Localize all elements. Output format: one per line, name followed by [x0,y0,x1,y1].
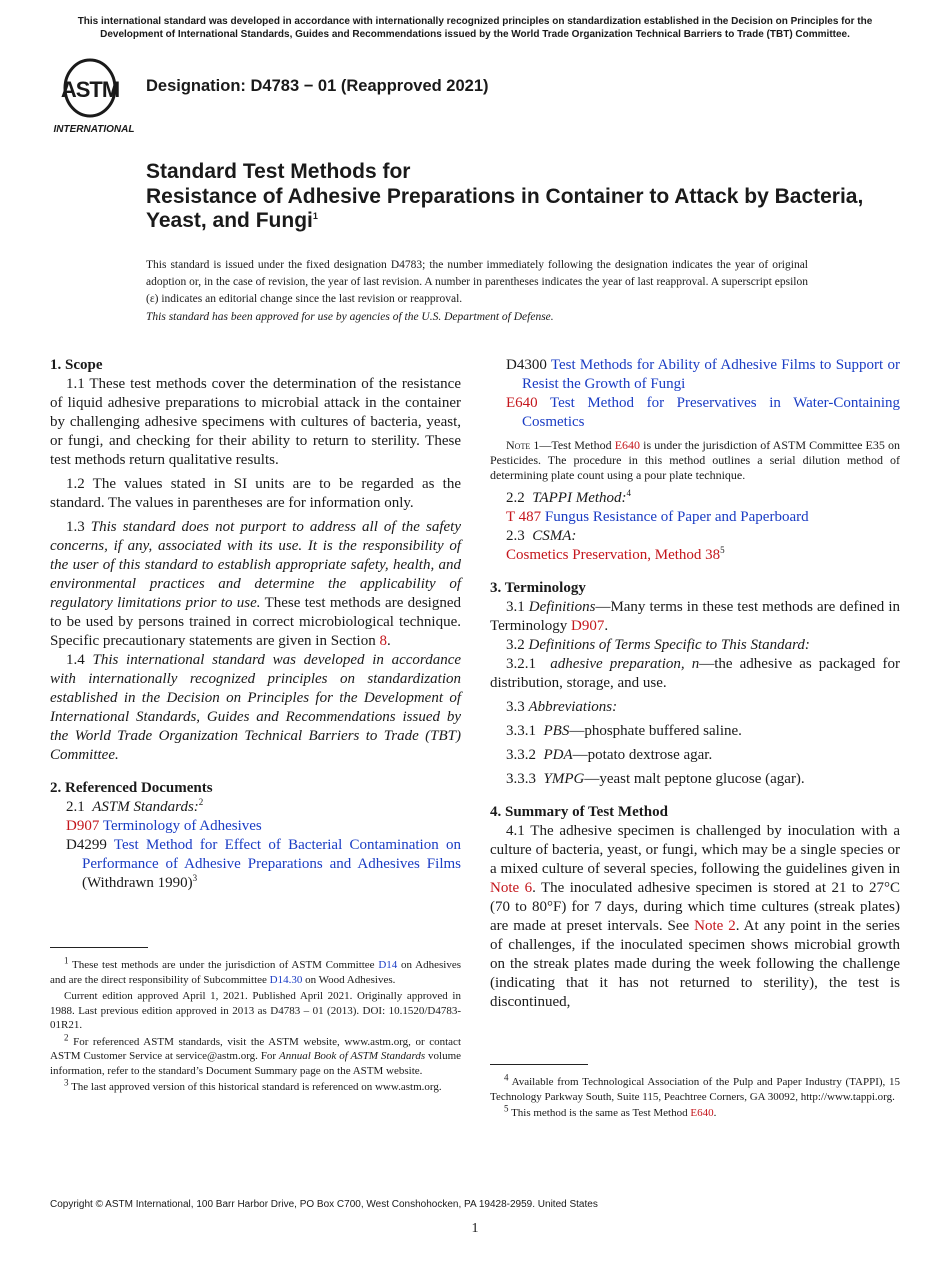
d907-title-link[interactable]: Terminology of Adhesives [102,818,262,834]
paragraph-3-3: 3.3 Abbreviations: [506,699,618,715]
reference-e640 [490,394,900,432]
astm-logo [52,56,136,134]
standard-notice: This international standard was developed in accordance with internationally recognized principles on standardization established in the Decision on Principles for the Development of International Standards, Guides and Recommendations issued by the World Trade Organization Technical Barriers to Trade (TBT) Committee. [77,16,873,40]
left-column [50,356,461,893]
paragraph-3-2: 3.2 Definitions of Terms Specific to This Standard: [506,637,810,653]
astm-logo-mark [52,56,136,134]
reference-d907 [50,817,461,836]
paragraph-2-2: 2.2 TAPPI Method:$^4$ [506,488,632,506]
note-1: Note 1—Test Method E640 is under the jurisdiction of ASTM Committee E35 on Pesticides. The procedure in this method outlines a serial dilution method of determining plate count using a pour plate technique. [490,438,900,482]
paragraph-3-3-1: 3.3.1 PBS—phosphate buffered saline. [506,723,742,739]
issuance-statement: This standard is issued under the fixed designation D4783; the number immediately following the designation indicates the year of original adoption or, in the case of revision, the year of last revision. A number in parentheses indicates the year of last reapproval. A superscript epsilon (ε) indicates an editorial change since the last revision or reapproval. [146,259,808,305]
csma-link[interactable]: Cosmetics Preservation, Method 38 [506,547,721,563]
footnote-rule [50,947,148,948]
section-8-link[interactable]: 8 [379,633,387,649]
d907-link[interactable]: D907 [66,818,100,834]
t487-title-link[interactable]: Fungus Resistance of Paper and Paperboard [544,509,809,525]
section-3-heading: 3. Terminology [490,580,586,596]
footnote-3: $^3$ The last approved version of this historical standard is referenced on www.astm.org. [64,1077,442,1093]
paragraph-1-3: 1.3 This standard does not purport to address all of the safety concerns, if any, associated with its use. It is the responsibility of the user of this standard to establish appropriate safety, health, and environmental practices and determine the applicability of regulatory limitations prior to use. These test methods are designed to be used by persons trained in correct microbiological technique. Specific precautionary statements are given in Section 8. [50,519,461,649]
paragraph-4-1: 4.1 The adhesive specimen is challenged by inoculation with a culture of bacteria, yeast, or fungi, which may be a single species or a mixed culture of several species, following the guidelines given in Note 6. The inoculated adhesive specimen is stored at 21 to 27°C (70 to 80°F) for 7 days, during which time cultures (streak plates) are made at preset intervals. See Note 2. At any point in the series of challenges, if the inoculated specimen shows microbial growth on the streak plates made during the week following the challenge (indicating that it has not returned to sterility), the test is discontinued, [490,823,901,1010]
paragraph-2-1: 2.1 ASTM Standards:$^2$ [66,797,204,815]
page-number: 1 [471,1221,479,1236]
dod-approval-note: This standard has been approved for use by agencies of the U.S. Department of Defense. [146,311,554,323]
footnote-1: $^1$ These test methods are under the jurisdiction of ASTM Committee D14 on Adhesives and are the direct responsibility of Subcommittee D14.30 on Wood Adhesives. [50,955,461,986]
section-1-heading: 1. Scope [50,357,103,373]
d14-30-link[interactable]: D14.30 [269,973,303,986]
footnote-4: $^4$ Available from Technological Association of the Pulp and Paper Industry (TAPPI), 15 Technology Parkway South, Suite 115, Peachtree Corners, GA 30092, http://www.tappi.org. [490,1072,900,1103]
note-6-link[interactable]: Note 6 [490,880,533,896]
d14-link[interactable]: D14 [378,959,398,971]
right-footnotes [490,1064,900,1123]
paragraph-1-4: 1.4 This international standard was developed in accordance with internationally recognized principles on standardization established in the Decision on Principles for the Development of International Standards, Guides and Recommendations issued by the World Trade Organization Technical Barriers to Trade (TBT) Committee. [50,652,462,763]
paragraph-3-3-2: 3.3.2 PDA—potato dextrose agar. [506,747,713,763]
paragraph-2-3: 2.3 CSMA: [506,528,577,544]
left-footnotes [50,947,461,1097]
note-2-link[interactable]: Note 2 [694,918,736,934]
copyright-line: Copyright © ASTM International, 100 Barr Harbor Drive, PO Box C700, West Conshohocken, PA 19428-2959. United States [50,1199,598,1210]
reference-t487 [490,508,900,527]
title-line-2: Resistance of Adhesive Preparations in Container to Attack by Bacteria, Yeast, and Fungi$^1$ [146,184,864,232]
footnote-5: $^5$ This method is the same as Test Method E640. [504,1103,717,1119]
logo-letters: ASTM [60,77,120,102]
e640-link[interactable]: E640 [506,395,538,411]
paragraph-1-2: 1.2 The values stated in SI units are to be regarded as the standard. The values in parentheses are for information only. [50,476,461,511]
paragraph-1-1: 1.1 These test methods cover the determination of the resistance of liquid adhesive preparations to microbial attack in the container by challenging adhesive specimens with cultures of bacteria, yeast, or fungi, and checking for their ability to return to sterility. These test methods return qualitative results. [50,376,461,468]
reference-d4299: D4299 Test Method for Effect of Bacterial Contamination on Performance of Adhesive Preparations and Adhesives Films (Withdrawn 1990)$^3$ [66,837,461,891]
fn5-e640-link[interactable]: E640 [690,1107,714,1119]
note1-e640-link[interactable]: E640 [614,438,641,452]
paragraph-3-1: 3.1 Definitions—Many terms in these test methods are defined in Terminology D907. [490,599,900,634]
footnote-rule-right [490,1064,588,1065]
d907-terminology-link[interactable]: D907 [571,618,605,634]
title-footnote-mark: 1 [312,211,318,221]
d4300-title-link[interactable]: Test Methods for Ability of Adhesive Films to Support or Resist the Growth of Fungi [522,357,900,392]
footnote-edition: Current edition approved April 1, 2021. Published April 2021. Originally approved in 1988. Last previous edition approved in 2013 as D4783 – 01 (2013). DOI: 10.1520/D4783-01R21. [50,990,461,1031]
section-2-heading: 2. Referenced Documents [50,780,213,796]
right-column [490,356,900,1017]
title-line-1: Standard Test Methods for [146,160,411,183]
reference-csma: Cosmetics Preservation, Method $38^5$ [506,545,725,563]
d4299-title-link[interactable]: Test Method for Effect of Bacterial Contamination on Performance of Adhesive Preparations and Adhesives Films [82,837,461,872]
t487-link[interactable]: T 487 [506,509,542,525]
logo-text: INTERNATIONAL [53,124,135,134]
paragraph-3-3-3: 3.3.3 YMPG—yeast malt peptone glucose (agar). [506,771,805,787]
paragraph-3-2-1: 3.2.1 adhesive preparation, n—the adhesive as packaged for distribution, storage, and use. [490,656,901,691]
footnote-2: $^2$ For referenced ASTM standards, visit the ASTM website, www.astm.org, or contact ASTM Customer Service at service@astm.org. For Annual Book of ASTM Standards volume information, refer to the standard’s Document Summary page on the ASTM website. [50,1031,462,1077]
document-title [146,160,866,234]
section-4-heading: 4. Summary of Test Method [490,804,668,820]
reference-d4300: D4300 Test Methods for Ability of Adhesive Films to Support or Resist the Growth of Fungi [506,357,900,392]
e640-title-link[interactable]: Test Method for Preservatives in Water-Containing Cosmetics [522,395,900,430]
designation: Designation: D4783 − 01 (Reapproved 2021) [146,77,489,95]
